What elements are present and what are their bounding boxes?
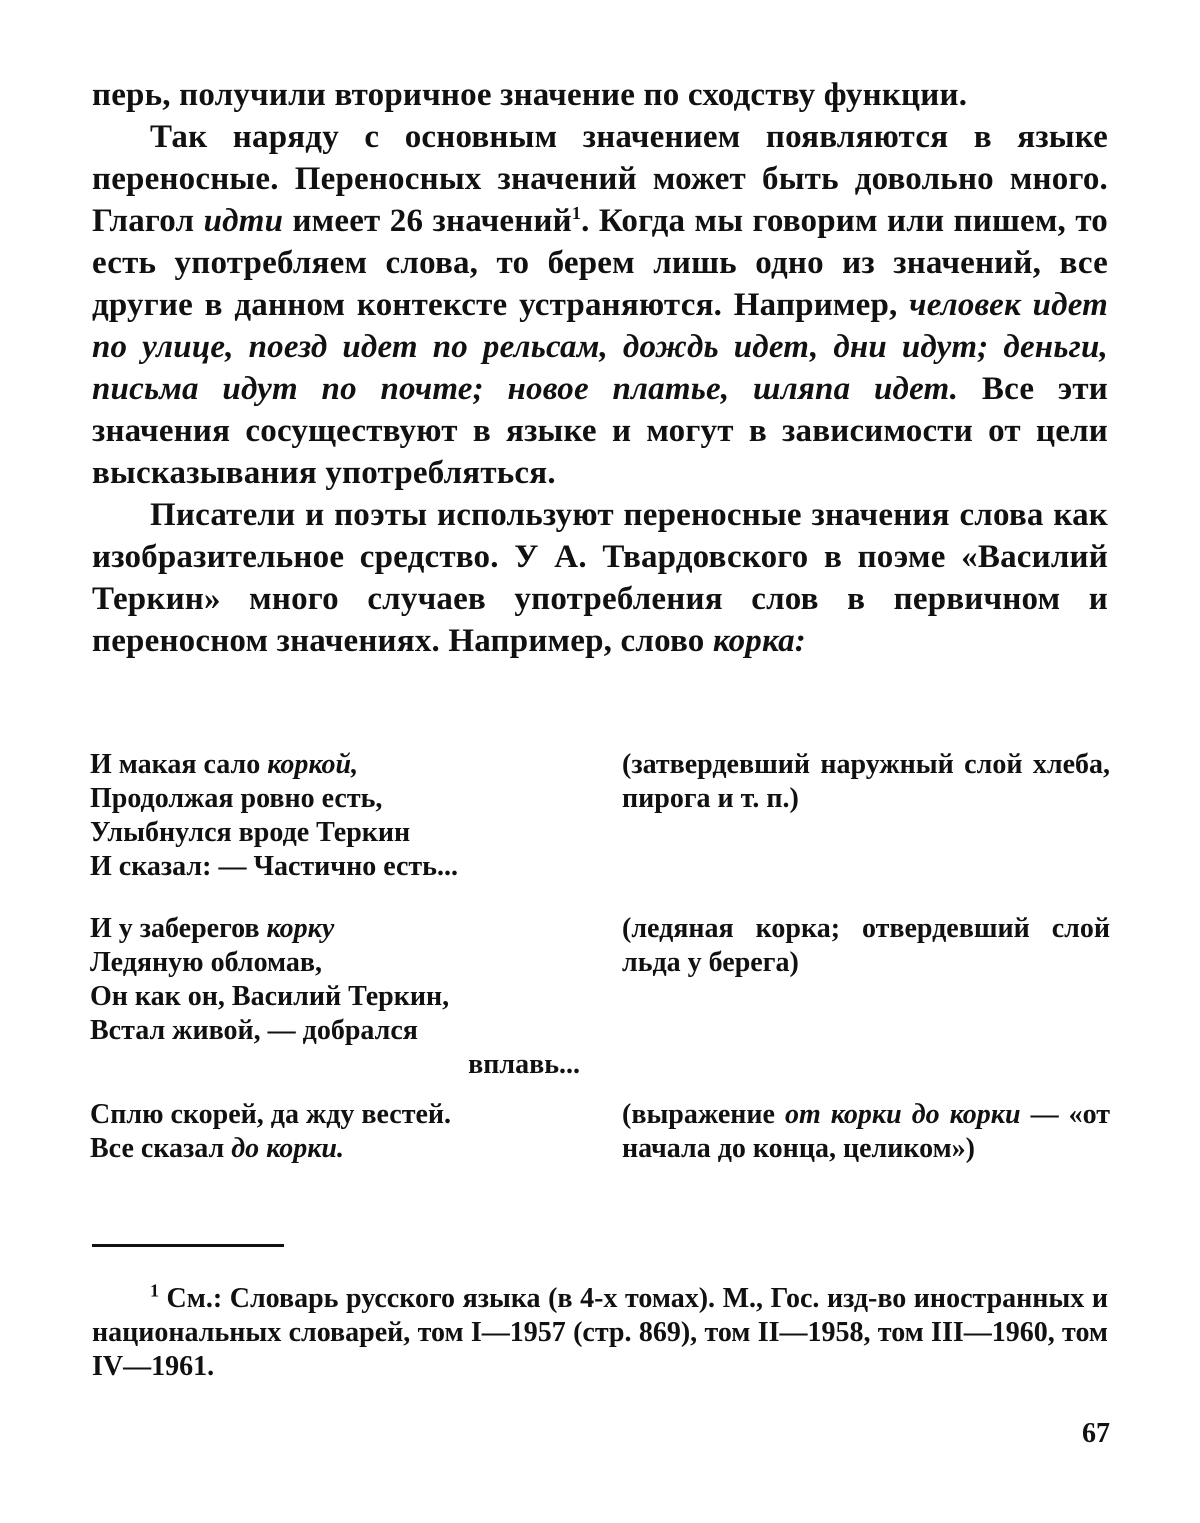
gloss: (выражение от корки до корки — «от начала до конца, целиком») bbox=[622, 1099, 1111, 1164]
usage-examples: человек идет по улице, поезд идет по рельсам, дождь идет, дни идут; деньги, письма идут по почте; новое платье, шляпа идет. bbox=[92, 287, 1108, 407]
poem-lines bbox=[90, 748, 580, 884]
keyword-korka: корка: bbox=[712, 623, 806, 659]
footnote-marker: 1 bbox=[571, 203, 582, 223]
paragraph-3 bbox=[92, 494, 1108, 662]
paragraph-2-text-c: . Когда мы говорим или пишем, то есть употребляем слова, то берем лишь одно из значений, все другие в данном контексте устраняются. Например, bbox=[92, 203, 1108, 323]
verb-example: идти bbox=[203, 203, 284, 239]
paragraph-1 bbox=[92, 74, 1108, 116]
poem-line: И у заберегов корку bbox=[90, 913, 335, 944]
poem-line: Улыбнулся вроде Теркин bbox=[90, 817, 411, 848]
paragraph-2-text-d: Все эти значения сосуществуют в языке и могут в зависимости от цели высказывания употребляться. bbox=[92, 371, 1108, 491]
poem-line: И макая сало коркой, bbox=[90, 749, 359, 780]
page-number: 67 bbox=[1082, 1418, 1110, 1449]
footnote-divider bbox=[92, 1244, 284, 1247]
poem-line: И сказал: — Частично есть... bbox=[90, 851, 458, 882]
paragraph-1-text: перь, получили вторичное значение по сходству функции. bbox=[92, 77, 968, 113]
poem-line: Продолжая ровно есть, bbox=[90, 783, 383, 814]
footnote-text: См.: Словарь русского языка (в 4-х томах). М., Гос. изд-во иностранных и национальных словарей, том I—1957 (стр. 869), том II—1958, том III—1960, том IV—1961. bbox=[92, 1283, 1108, 1382]
poem-line: Ледяную обломав, bbox=[90, 947, 323, 978]
main-text bbox=[92, 74, 1108, 662]
poem-line: Встал живой, — добрался bbox=[90, 1015, 418, 1046]
poem-lines bbox=[90, 1098, 580, 1166]
footnote bbox=[92, 1282, 1108, 1384]
gloss: (затвердевший наружный слой хлеба, пирога и т. п.) bbox=[622, 749, 1110, 814]
paragraph-3-text: Писатели и поэты используют переносные значения слова как изобразительное средство. У А. Твардовского в поэме «Василий Теркин» много случаев употребления слов в первичном и переносном значениях. Например, слово bbox=[92, 497, 1108, 659]
poem-line: Он как он, Василий Теркин, bbox=[90, 981, 450, 1012]
gloss: (ледяная корка; отвердевший слой льда у берега) bbox=[622, 913, 1110, 978]
poem-line: Все сказал до корки. bbox=[90, 1133, 344, 1164]
poem-lines bbox=[90, 912, 580, 1082]
poem-line: Сплю скорей, да жду вестей. bbox=[90, 1099, 452, 1130]
poem-line-overflow: вплавь... bbox=[468, 1049, 580, 1080]
paragraph-2-text-a: Так наряду с основным значением появляются в языке переносные. Переносных значений может быть довольно много. Глагол bbox=[92, 119, 1108, 239]
paragraph-2 bbox=[92, 116, 1108, 494]
paragraph-2-text-b: имеет 26 значений bbox=[283, 203, 572, 239]
footnote-mark: 1 bbox=[150, 1280, 159, 1301]
